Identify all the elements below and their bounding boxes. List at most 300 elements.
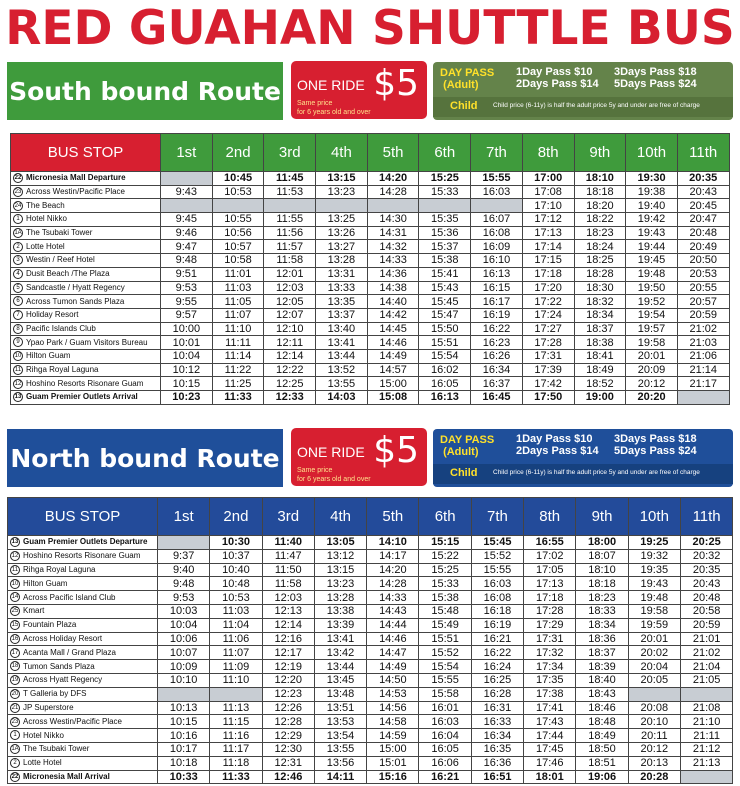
time-cell: 10:33 — [158, 770, 210, 784]
stop-name-cell — [8, 549, 158, 563]
time-cell: 10:48 — [210, 577, 262, 591]
time-cell: 17:41 — [524, 701, 576, 715]
time-cell: 11:07 — [212, 308, 264, 322]
stop-name-cell — [11, 254, 161, 268]
time-cell: 19:25 — [628, 536, 680, 550]
time-cell: 12:03 — [264, 281, 316, 295]
time-cell: 16:35 — [471, 742, 523, 756]
time-cell: 12:28 — [262, 715, 314, 729]
time-cell: 14:38 — [367, 281, 419, 295]
time-cell: 17:27 — [522, 322, 574, 336]
trip-header: 7th — [471, 134, 523, 172]
time-cell: 21:04 — [680, 660, 732, 674]
time-cell: 13:31 — [316, 267, 368, 281]
stop-name-cell — [11, 240, 161, 254]
time-cell: 14:17 — [367, 549, 419, 563]
north-one-ride-fare — [291, 428, 427, 486]
time-cell: 12:31 — [262, 756, 314, 770]
time-cell: 20:28 — [628, 770, 680, 784]
time-cell: 17:50 — [522, 391, 574, 405]
time-cell: 18:46 — [576, 701, 628, 715]
time-cell: 15:47 — [419, 308, 471, 322]
time-cell: 15:58 — [419, 687, 471, 701]
south-day-pass — [433, 62, 733, 120]
south-schedule-table — [10, 133, 730, 405]
time-cell: 11:58 — [262, 577, 314, 591]
time-cell: 15:50 — [419, 322, 471, 336]
time-cell: 19:00 — [574, 391, 626, 405]
time-cell: 18:28 — [574, 267, 626, 281]
time-cell: 9:57 — [161, 308, 213, 322]
time-cell: 16:15 — [471, 281, 523, 295]
time-cell: 12:01 — [264, 267, 316, 281]
time-cell: 19:43 — [626, 226, 678, 240]
time-cell: 19:58 — [626, 336, 678, 350]
time-cell: 10:40 — [210, 563, 262, 577]
stop-number-badge: 13 — [14, 394, 22, 401]
trip-header: 9th — [576, 498, 628, 536]
time-cell: 19:52 — [626, 295, 678, 309]
time-cell: 17:35 — [524, 673, 576, 687]
time-cell: 9:46 — [161, 226, 213, 240]
stop-name: Micronesia Mall Departure — [26, 173, 126, 183]
time-cell: 16:17 — [471, 295, 523, 309]
time-cell: 19:38 — [626, 185, 678, 199]
table-row — [8, 660, 733, 674]
time-cell: 11:03 — [210, 604, 262, 618]
time-cell: 11:10 — [210, 673, 262, 687]
time-cell: 20:35 — [677, 172, 729, 186]
table-row — [11, 308, 730, 322]
table-row — [11, 336, 730, 350]
time-cell: 10:10 — [158, 673, 210, 687]
stop-name-cell — [11, 363, 161, 377]
time-cell: 19:30 — [626, 172, 678, 186]
time-cell: 14:53 — [367, 687, 419, 701]
time-cell: 17:29 — [524, 618, 576, 632]
table-row — [11, 226, 730, 240]
table-row — [8, 563, 733, 577]
time-cell: 14:33 — [367, 254, 419, 268]
time-cell — [316, 199, 368, 213]
time-cell: 14:46 — [367, 336, 419, 350]
bus-stop-header: BUS STOP — [11, 134, 161, 172]
stop-name-cell — [8, 536, 158, 550]
time-cell: 19:43 — [628, 577, 680, 591]
time-cell: 11:25 — [212, 377, 264, 391]
table-row — [8, 715, 733, 729]
time-cell: 18:10 — [576, 563, 628, 577]
time-cell: 17:28 — [524, 604, 576, 618]
time-cell: 17:44 — [524, 729, 576, 743]
time-cell: 17:13 — [522, 226, 574, 240]
stop-number-badge: 8 — [13, 324, 23, 334]
time-cell — [367, 199, 419, 213]
stop-number-badge: 14 — [11, 594, 19, 601]
time-cell: 18:22 — [574, 213, 626, 227]
time-cell: 16:05 — [419, 377, 471, 391]
time-cell — [158, 536, 210, 550]
time-cell: 14:31 — [367, 226, 419, 240]
time-cell: 12:26 — [262, 701, 314, 715]
time-cell: 15:15 — [419, 536, 471, 550]
stop-name: Pacific Islands Club — [26, 323, 96, 333]
time-cell: 19:32 — [628, 549, 680, 563]
trip-header: 6th — [419, 498, 471, 536]
time-cell: 16:28 — [471, 687, 523, 701]
time-cell: 18:38 — [574, 336, 626, 350]
time-cell: 20:43 — [680, 577, 732, 591]
one-ride-note: Same price for 6 years old and over — [297, 467, 371, 483]
stop-number-badge: 1 — [10, 730, 20, 740]
stop-name-cell — [8, 604, 158, 618]
table-row — [11, 267, 730, 281]
time-cell: 17:18 — [524, 591, 576, 605]
stop-name: The Tsubaki Tower — [23, 744, 90, 754]
time-cell: 14:28 — [367, 577, 419, 591]
time-cell: 11:09 — [210, 660, 262, 674]
time-cell: 10:58 — [212, 254, 264, 268]
stop-number-badge: 3 — [13, 255, 23, 265]
time-cell — [212, 199, 264, 213]
time-cell: 20:02 — [628, 646, 680, 660]
stop-name-cell — [8, 687, 158, 701]
time-cell: 17:34 — [524, 660, 576, 674]
time-cell: 18:51 — [576, 756, 628, 770]
table-row — [8, 742, 733, 756]
time-cell: 21:13 — [680, 756, 732, 770]
time-cell: 15:55 — [471, 563, 523, 577]
bus-stop-header: BUS STOP — [8, 498, 158, 536]
time-cell: 14:56 — [367, 701, 419, 715]
stop-number-badge: 1A — [11, 746, 19, 753]
time-cell: 16:23 — [471, 336, 523, 350]
time-cell: 18:40 — [576, 673, 628, 687]
time-cell: 11:14 — [212, 349, 264, 363]
time-cell: 21:17 — [677, 377, 729, 391]
time-cell: 15:45 — [471, 536, 523, 550]
time-cell: 12:13 — [262, 604, 314, 618]
time-cell: 10:30 — [210, 536, 262, 550]
stop-name-cell — [11, 295, 161, 309]
stop-name: Tumon Sands Plaza — [23, 661, 95, 671]
time-cell: 18:50 — [576, 742, 628, 756]
table-row — [8, 536, 733, 550]
time-cell: 13:35 — [316, 295, 368, 309]
time-cell: 15:25 — [419, 563, 471, 577]
time-cell: 16:51 — [471, 770, 523, 784]
stop-name-cell — [11, 267, 161, 281]
table-row — [8, 770, 733, 784]
time-cell: 18:01 — [524, 770, 576, 784]
time-cell: 10:37 — [210, 549, 262, 563]
stop-number-badge: 25 — [11, 608, 19, 615]
time-cell: 11:17 — [210, 742, 262, 756]
time-cell: 17:46 — [524, 756, 576, 770]
time-cell: 18:18 — [574, 185, 626, 199]
stop-name-cell — [8, 742, 158, 756]
table-row — [8, 687, 733, 701]
time-cell: 19:58 — [628, 604, 680, 618]
time-cell: 15:33 — [419, 185, 471, 199]
time-cell: 20:12 — [626, 377, 678, 391]
time-cell: 14:43 — [367, 604, 419, 618]
time-cell: 16:05 — [419, 742, 471, 756]
child-fare-row — [433, 464, 733, 484]
page-title: RED GUAHAN SHUTTLE BUS — [5, 1, 735, 56]
time-cell: 13:23 — [316, 185, 368, 199]
trip-header: 4th — [316, 134, 368, 172]
time-cell: 13:55 — [316, 377, 368, 391]
table-row — [8, 577, 733, 591]
time-cell: 9:40 — [158, 563, 210, 577]
stop-name: Lotte Hotel — [26, 241, 65, 251]
time-cell: 20:11 — [628, 729, 680, 743]
time-cell: 18:20 — [574, 199, 626, 213]
stop-name-cell — [8, 618, 158, 632]
time-cell: 16:04 — [419, 729, 471, 743]
time-cell: 11:04 — [210, 618, 262, 632]
time-cell: 14:11 — [314, 770, 366, 784]
time-cell: 21:02 — [677, 322, 729, 336]
table-row — [8, 701, 733, 715]
trip-header: 8th — [524, 498, 576, 536]
stop-number-badge: 22 — [11, 773, 19, 780]
time-cell: 12:22 — [264, 363, 316, 377]
time-cell: 11:56 — [264, 226, 316, 240]
time-cell: 15:55 — [419, 673, 471, 687]
stop-name-cell — [8, 632, 158, 646]
time-cell: 9:48 — [158, 577, 210, 591]
time-cell: 13:51 — [314, 701, 366, 715]
time-cell: 11:57 — [264, 240, 316, 254]
time-cell: 15:00 — [367, 742, 419, 756]
time-cell: 18:32 — [574, 295, 626, 309]
stop-number-badge: 4 — [13, 269, 23, 279]
time-cell: 11:58 — [264, 254, 316, 268]
table-row — [11, 295, 730, 309]
time-cell: 15:48 — [419, 604, 471, 618]
time-cell: 11:15 — [210, 715, 262, 729]
stop-number-badge: 15 — [11, 622, 19, 629]
table-row — [8, 618, 733, 632]
stop-name: Sandcastle / Hyatt Regency — [26, 282, 125, 292]
trip-header: 11th — [677, 134, 729, 172]
time-cell: 15:22 — [419, 549, 471, 563]
time-cell: 12:46 — [262, 770, 314, 784]
time-cell: 17:28 — [522, 336, 574, 350]
table-row — [8, 604, 733, 618]
time-cell: 21:11 — [680, 729, 732, 743]
time-cell: 17:39 — [522, 363, 574, 377]
time-cell: 17:38 — [524, 687, 576, 701]
stop-number-badge: 13 — [11, 539, 19, 546]
time-cell: 16:19 — [471, 618, 523, 632]
stop-number-badge: 2 — [13, 242, 23, 252]
time-cell: 9:48 — [161, 254, 213, 268]
time-cell: 17:02 — [524, 549, 576, 563]
stop-name-cell — [11, 391, 161, 405]
stop-name: Hoshino Resorts Risonare Guam — [23, 551, 141, 561]
time-cell: 15:25 — [419, 172, 471, 186]
time-cell: 15:00 — [367, 377, 419, 391]
stop-number-badge: 23 — [14, 188, 22, 195]
time-cell: 17:45 — [524, 742, 576, 756]
time-cell: 16:19 — [471, 308, 523, 322]
time-cell: 13:41 — [314, 632, 366, 646]
time-cell: 18:41 — [574, 349, 626, 363]
time-cell: 13:44 — [314, 660, 366, 674]
time-cell: 16:45 — [471, 391, 523, 405]
time-cell: 11:53 — [264, 185, 316, 199]
time-cell: 10:53 — [210, 591, 262, 605]
time-cell: 11:16 — [210, 729, 262, 743]
time-cell: 12:10 — [264, 322, 316, 336]
stop-name: T Galleria by DFS — [23, 689, 87, 699]
time-cell: 13:42 — [314, 646, 366, 660]
time-cell: 20:25 — [680, 536, 732, 550]
trip-header: 2nd — [212, 134, 264, 172]
time-cell: 14:50 — [367, 673, 419, 687]
time-cell: 14:44 — [367, 618, 419, 632]
stop-number-badge: 12 — [11, 553, 19, 560]
stop-name: Across Westin/Pacific Place — [23, 716, 122, 726]
time-cell: 11:03 — [212, 281, 264, 295]
time-cell: 13:25 — [316, 213, 368, 227]
time-cell: 21:01 — [680, 632, 732, 646]
table-row — [11, 391, 730, 405]
time-cell: 20:59 — [677, 308, 729, 322]
stop-name: Hilton Guam — [26, 351, 71, 361]
time-cell: 19:40 — [626, 199, 678, 213]
time-cell: 13:54 — [314, 729, 366, 743]
time-cell: 15:16 — [367, 770, 419, 784]
time-cell: 20:57 — [677, 295, 729, 309]
time-cell: 11:33 — [212, 391, 264, 405]
time-cell: 18:25 — [574, 254, 626, 268]
day-pass-options: 1Day Pass $10 3Days Pass $18 2Days Pass $14 5Days Pass $24 — [516, 66, 697, 90]
table-row — [11, 322, 730, 336]
stop-name-cell — [11, 199, 161, 213]
time-cell: 20:49 — [677, 240, 729, 254]
time-cell: 13:33 — [316, 281, 368, 295]
time-cell: 21:12 — [680, 742, 732, 756]
time-cell: 18:49 — [576, 729, 628, 743]
stop-name: Across Hyatt Regency — [23, 675, 103, 685]
time-cell: 17:24 — [522, 308, 574, 322]
time-cell: 12:25 — [264, 377, 316, 391]
time-cell: 20:13 — [628, 756, 680, 770]
time-cell: 18:48 — [576, 715, 628, 729]
stop-name: The Beach — [26, 200, 65, 210]
time-cell: 15:52 — [471, 549, 523, 563]
time-cell: 14:33 — [367, 591, 419, 605]
one-ride-label: ONE RIDE — [297, 77, 365, 93]
child-note: Child price (6-11y) is half the adult price 5y and under are free of charge — [493, 102, 700, 109]
time-cell: 17:14 — [522, 240, 574, 254]
trip-header: 1st — [161, 134, 213, 172]
time-cell: 16:08 — [471, 226, 523, 240]
stop-number-badge: 19 — [11, 677, 19, 684]
trip-header: 5th — [367, 498, 419, 536]
stop-name-cell — [11, 213, 161, 227]
time-cell: 12:11 — [264, 336, 316, 350]
time-cell: 11:06 — [210, 632, 262, 646]
stop-name: Westin / Reef Hotel — [26, 255, 95, 265]
stop-number-badge: 23 — [11, 718, 19, 725]
time-cell: 13:37 — [316, 308, 368, 322]
stop-name-cell — [8, 673, 158, 687]
time-cell: 21:05 — [680, 673, 732, 687]
north-schedule-table — [7, 497, 733, 784]
stop-number-badge: 20 — [11, 691, 19, 698]
time-cell: 13:28 — [316, 254, 368, 268]
time-cell: 13:53 — [314, 715, 366, 729]
time-cell: 11:55 — [264, 213, 316, 227]
time-cell: 11:05 — [212, 295, 264, 309]
stop-name-cell — [8, 563, 158, 577]
time-cell — [161, 199, 213, 213]
time-cell — [161, 172, 213, 186]
time-cell: 10:00 — [161, 322, 213, 336]
time-cell: 16:18 — [471, 604, 523, 618]
time-cell: 13:39 — [314, 618, 366, 632]
time-cell: 18:24 — [574, 240, 626, 254]
stop-number-badge: 7 — [13, 310, 23, 320]
stop-name-cell — [8, 646, 158, 660]
trip-header: 6th — [419, 134, 471, 172]
time-cell: 11:11 — [212, 336, 264, 350]
time-cell: 10:16 — [158, 729, 210, 743]
stop-number-badge: 9 — [13, 337, 23, 347]
time-cell: 20:48 — [677, 226, 729, 240]
time-cell: 16:03 — [471, 577, 523, 591]
time-cell: 20:55 — [677, 281, 729, 295]
time-cell: 20:08 — [628, 701, 680, 715]
time-cell: 16:09 — [471, 240, 523, 254]
trip-header: 5th — [367, 134, 419, 172]
stop-name: Hilton Guam — [23, 578, 68, 588]
time-cell: 13:44 — [316, 349, 368, 363]
time-cell: 10:45 — [212, 172, 264, 186]
time-cell: 12:03 — [262, 591, 314, 605]
time-cell — [677, 391, 729, 405]
time-cell: 9:43 — [161, 185, 213, 199]
time-cell: 14:20 — [367, 172, 419, 186]
time-cell: 20:53 — [677, 267, 729, 281]
time-cell: 16:22 — [471, 646, 523, 660]
time-cell: 11:33 — [210, 770, 262, 784]
time-cell: 15:35 — [419, 213, 471, 227]
stop-number-badge: 2 — [10, 758, 20, 768]
time-cell: 20:12 — [628, 742, 680, 756]
stop-name: Across Pacific Island Club — [23, 592, 116, 602]
time-cell: 18:49 — [574, 363, 626, 377]
time-cell: 13:27 — [316, 240, 368, 254]
stop-name: Across Westin/Pacific Place — [26, 187, 125, 197]
time-cell: 18:33 — [576, 604, 628, 618]
time-cell: 9:51 — [161, 267, 213, 281]
stop-name: Kmart — [23, 606, 45, 616]
table-row — [11, 254, 730, 268]
time-cell: 18:52 — [574, 377, 626, 391]
time-cell: 14:10 — [367, 536, 419, 550]
south-route-banner — [7, 62, 283, 120]
stop-number-badge: 5 — [13, 283, 23, 293]
time-cell: 19:57 — [626, 322, 678, 336]
time-cell: 13:52 — [316, 363, 368, 377]
stop-number-badge: 22 — [14, 175, 22, 182]
